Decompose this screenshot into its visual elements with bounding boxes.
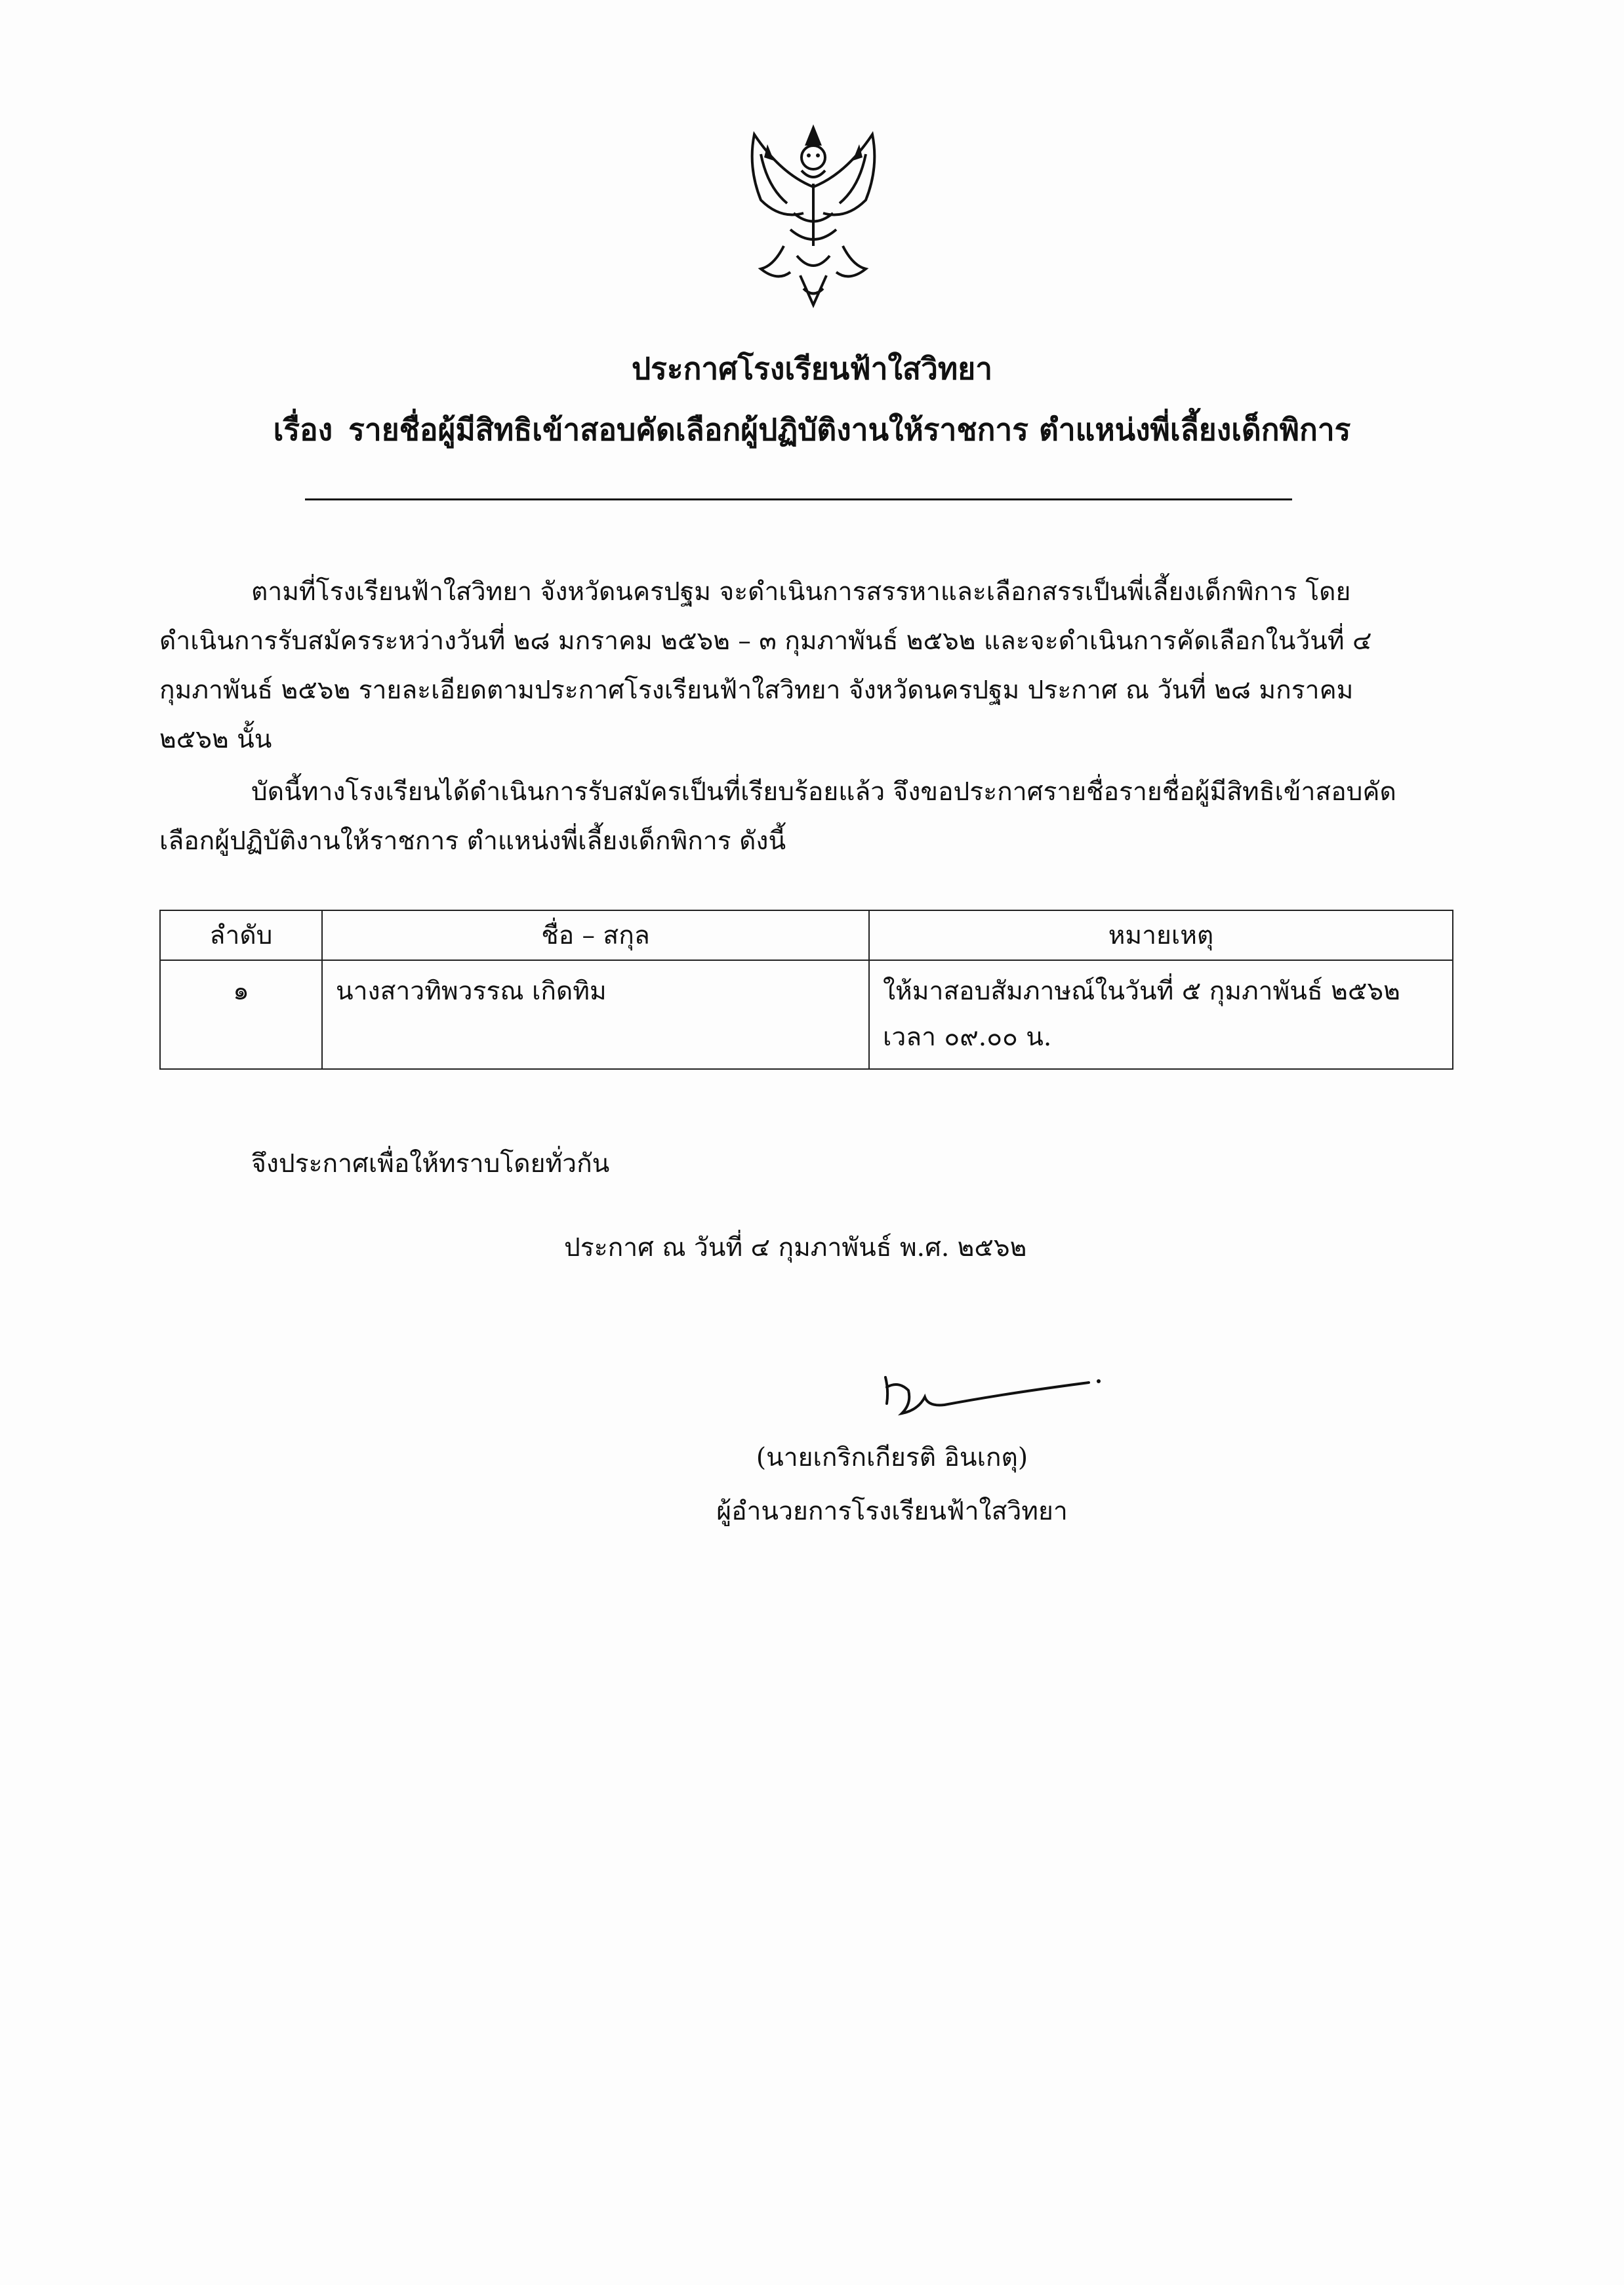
body-paragraph-2: บัดนี้ทางโรงเรียนได้ดำเนินการรับสมัครเป็นที่เรียบร้อยแล้ว จึงขอประกาศรายชื่อรายชื่อผู้มีสิทธิเข้าสอบคัดเลือกผู้ปฏิบัติงานให้ราชการ ตำแหน่งพี่เลี้ยงเด็กพิการ ดังนี้: [159, 777, 1396, 856]
signer-position: ผู้อำนวยการโรงเรียนฟ้าใสวิทยา: [716, 1497, 1068, 1526]
header-no: ลำดับ: [160, 910, 322, 960]
header-name: ชื่อ – สกุล: [322, 910, 869, 960]
cell-remark: [869, 960, 1453, 1069]
closing-statement: จึงประกาศเพื่อให้ทราบโดยทั่วกัน: [251, 1149, 610, 1179]
remark-line-2: เวลา ๐๙.๐๐ น.: [883, 1022, 1052, 1052]
table-row: [160, 960, 1453, 1069]
remark-line-1: ให้มาสอบสัมภาษณ์ในวันที่ ๕ กุมภาพันธ์ ๒๕๖๒: [883, 977, 1400, 1006]
subject-label: เรื่อง: [273, 412, 333, 447]
handwritten-signature: [872, 1358, 1108, 1430]
announcement-title: ประกาศโรงเรียนฟ้าใสวิทยา: [631, 351, 993, 386]
cell-name: นางสาวทิพวรรณ เกิดทิม: [322, 960, 869, 1069]
signer-name: (นายเกริกเกียรติ อินเกตุ): [756, 1443, 1028, 1472]
announce-date: ประกาศ ณ วันที่ ๔ กุมภาพันธ์ พ.ศ. ๒๕๖๒: [564, 1233, 1027, 1263]
cell-no: ๑: [160, 960, 322, 1069]
table-header-row: [160, 910, 1453, 960]
announcement-subject: [0, 410, 1624, 449]
body-paragraph-1: ตามที่โรงเรียนฟ้าใสวิทยา จังหวัดนครปฐม จะดำเนินการสรรหาและเลือกสรรเป็นพี่เลี้ยงเด็กพิการ โดยดำเนินการรับสมัครระหว่างวันที่ ๒๘ มกราคม ๒๕๖๒ – ๓ กุมภาพันธ์ ๒๕๖๒ และจะดำเนินการคัดเลือกในวันที่ ๔ กุมภาพันธ์ ๒๕๖๒ รายละเอียดตามประกาศโรงเรียนฟ้าใสวิทยา จังหวัดนครปฐม ประกาศ ณ วันที่ ๒๘ มกราคม ๒๕๖๒ นั้น: [159, 577, 1372, 754]
garuda-emblem: [721, 115, 905, 318]
subject-text: รายชื่อผู้มีสิทธิเข้าสอบคัดเลือกผู้ปฏิบัติงานให้ราชการ ตำแหน่งพี่เลี้ยงเด็กพิการ: [348, 412, 1351, 447]
header-remark: หมายเหตุ: [869, 910, 1453, 960]
title-underline: [305, 498, 1292, 500]
candidate-table: [159, 910, 1453, 1070]
